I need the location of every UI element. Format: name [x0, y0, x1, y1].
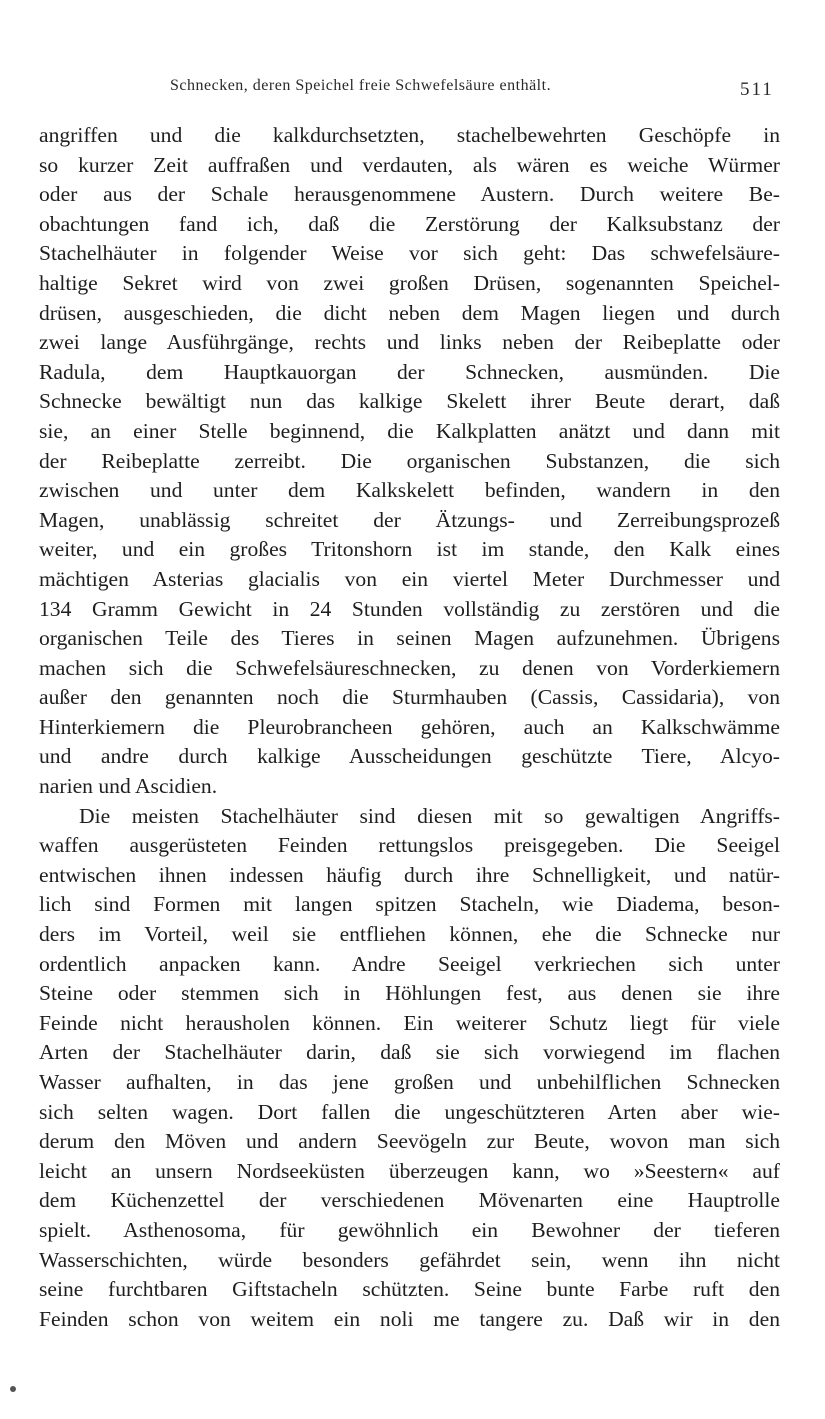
text-line: Hinterkiemern die Pleurobrancheen gehören, auch an Kalkschwämme [39, 714, 780, 739]
text-line: Radula, dem Hauptkauorgan der Schnecken, ausmünden. Die [39, 359, 780, 384]
text-line: ders im Vorteil, weil sie entfliehen können, ehe die Schnecke nur [39, 922, 780, 947]
text-line: Schnecke bewältigt nun das kalkige Skelett ihrer Beute derart, daß [39, 389, 780, 414]
text-line: dem Küchenzettel der verschiedenen Mövenarten eine Hauptrolle [39, 1188, 780, 1213]
text-line: waffen ausgerüsteten Feinden rettungslos preisgegeben. Die Seeigel [39, 833, 780, 858]
text-line: ordentlich anpacken kann. Andre Seeigel verkriechen sich unter [39, 951, 780, 976]
text-line: oder aus der Schale herausgenommene Austern. Durch weitere Be- [39, 182, 780, 207]
text-line: leicht an unsern Nordseeküsten überzeugen kann, wo »Seestern« auf [39, 1158, 780, 1183]
text-line: seine furchtbaren Giftstacheln schützten. Seine bunte Farbe ruft den [39, 1277, 780, 1302]
text-line: Stachelhäuter in folgender Weise vor sich geht: Das schwefelsäure- [39, 241, 780, 266]
body-text [39, 121, 780, 1334]
text-line: der Reibeplatte zerreibt. Die organischen Substanzen, die sich [39, 448, 780, 473]
text-line: lich sind Formen mit langen spitzen Stacheln, wie Diadema, beson- [39, 892, 780, 917]
text-line: drüsen, ausgeschieden, die dicht neben dem Magen liegen und durch [39, 300, 780, 325]
text-line: organischen Teile des Tieres in seinen Magen aufzunehmen. Übrigens [39, 626, 780, 651]
text-line: Feinde nicht herausholen können. Ein weiterer Schutz liegt für viele [39, 1010, 780, 1035]
text-line: machen sich die Schwefelsäureschnecken, zu denen von Vorderkiemern [39, 655, 780, 680]
paragraph-start-line: Die meisten Stachelhäuter sind diesen mit so gewaltigen Angriffs- [79, 803, 780, 828]
scan-speck [10, 1386, 16, 1392]
text-line: Feinden schon von weitem ein noli me tangere zu. Daß wir in den [39, 1306, 780, 1331]
page-number: 511 [740, 79, 774, 100]
text-line: angriffen und die kalkdurchsetzten, stachelbewehrten Geschöpfe in [39, 123, 780, 147]
text-line: obachtungen fand ich, daß die Zerstörung der Kalksubstanz der [39, 211, 780, 236]
text-line: Magen, unablässig schreitet der Ätzungs- und Zerreibungsprozeß [39, 507, 780, 532]
text-line: Wasserschichten, würde besonders gefährdet sein, wenn ihn nicht [39, 1247, 780, 1272]
running-head: Schnecken, deren Speichel freie Schwefelsäure enthält. [170, 77, 552, 94]
text-line: zwei lange Ausführgänge, rechts und links neben der Reibeplatte oder [39, 330, 780, 355]
text-line: Steine oder stemmen sich in Höhlungen fest, aus denen sie ihre [39, 981, 780, 1006]
paragraph-end-line: narien und Ascidien. [39, 774, 218, 799]
text-line: derum den Möven und andern Seevögeln zur Beute, wovon man sich [39, 1129, 780, 1154]
text-line: so kurzer Zeit auffraßen und verdauten, als wären es weiche Würmer [39, 152, 780, 177]
text-line: spielt. Asthenosoma, für gewöhnlich ein Bewohner der tieferen [39, 1217, 780, 1242]
text-line: außer den genannten noch die Sturmhauben (Cassis, Cassidaria), von [39, 685, 780, 710]
text-line: 134 Gramm Gewicht in 24 Stunden vollständig zu zerstören und die [39, 596, 780, 621]
text-line: haltige Sekret wird von zwei großen Drüsen, sogenannten Speichel- [39, 270, 780, 295]
text-line: entwischen ihnen indessen häufig durch ihre Schnelligkeit, und natür- [39, 862, 780, 887]
text-line: mächtigen Asterias glacialis von ein viertel Meter Durchmesser und [39, 566, 780, 591]
text-line: Arten der Stachelhäuter darin, daß sie sich vorwiegend im flachen [39, 1040, 780, 1065]
text-line: sich selten wagen. Dort fallen die ungeschützteren Arten aber wie- [39, 1099, 780, 1124]
text-line: weiter, und ein großes Tritonshorn ist im stande, den Kalk eines [39, 537, 780, 562]
text-line: sie, an einer Stelle beginnend, die Kalkplatten anätzt und dann mit [39, 418, 780, 443]
text-line: Wasser aufhalten, in das jene großen und unbehilflichen Schnecken [39, 1070, 780, 1094]
text-line: und andre durch kalkige Ausscheidungen geschützte Tiere, Alcyo- [39, 744, 780, 769]
text-line: zwischen und unter dem Kalkskelett befinden, wandern in den [39, 478, 780, 503]
